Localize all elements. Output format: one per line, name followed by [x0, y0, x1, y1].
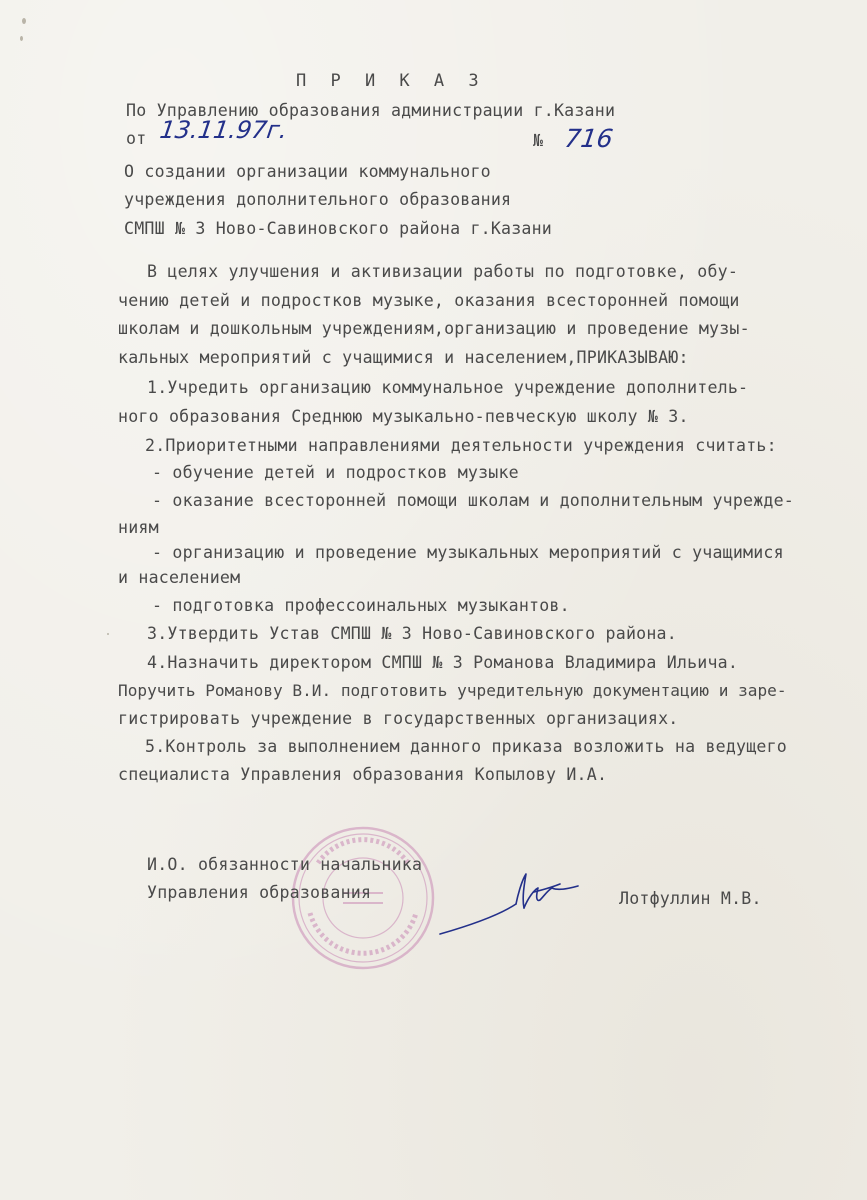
order-item-line: 2.Приоритетными направлениями деятельности учреждения считать: — [145, 436, 777, 455]
issuer-line: По Управлению образования администрации г.Казани — [126, 101, 616, 120]
order-item-line: 4.Назначить директором СМПШ № 3 Романова Владимира Ильича. — [147, 653, 739, 672]
document-title: П Р И К А З — [296, 71, 486, 91]
subject-line: О создании организации коммунального — [124, 162, 491, 181]
order-item-line: специалиста Управления образования Копылову И.А. — [118, 765, 608, 784]
preamble-line: школам и дошкольным учреждениям,организацию и проведение музы- — [118, 319, 750, 338]
signatory-position: Управления образования — [147, 883, 372, 902]
order-item-line: ного образования Среднюю музыкально-певческую школу № 3. — [118, 407, 689, 426]
order-item-line: 1.Учредить организацию коммунальное учреждение дополнитель- — [147, 378, 749, 397]
order-item-line: - обучение детей и подростков музыке — [152, 463, 519, 482]
preamble-line: кальных мероприятий с учащимися и населением,ПРИКАЗЫВАЮ: — [118, 348, 689, 367]
number-prefix: № — [533, 131, 544, 150]
handwritten-signature — [438, 868, 588, 940]
order-item-line: 3.Утвердить Устав СМПШ № 3 Ново-Савиновского района. — [147, 624, 677, 643]
order-item-line: - организацию и проведение музыкальных мероприятий с учащимися — [152, 543, 784, 562]
date-prefix: от — [126, 129, 147, 148]
order-item-line: - оказание всесторонней помощи школам и дополнительным учрежде- — [152, 491, 794, 510]
order-item-line: - подготовка профессоинальных музыкантов. — [152, 596, 570, 615]
signatory-position: И.О. обязанности начальника — [147, 855, 423, 874]
signatory-name: Лотфуллин М.В. — [619, 889, 762, 908]
preamble-line: чению детей и подростков музыке, оказания всесторонней помощи — [118, 291, 740, 310]
order-item-line: Поручить Романову В.И. подготовить учредительную документацию и заре- — [118, 681, 787, 700]
order-item-line: 5.Контроль за выполнением данного приказа возложить на ведущего — [145, 737, 787, 756]
subject-line: СМПШ № 3 Ново-Савиновского района г.Казани — [124, 219, 552, 238]
paper-speck — [20, 36, 23, 41]
order-item-line: ниям — [118, 518, 159, 537]
subject-line: учреждения дополнительного образования — [124, 190, 512, 209]
order-item-line: и населением — [118, 568, 241, 587]
order-item-line: гистрировать учреждение в государственных организациях. — [118, 709, 679, 728]
date-handwritten: 13.11.97г. — [158, 116, 290, 144]
paper-speck — [107, 633, 109, 635]
preamble-line: В целях улучшения и активизации работы по подготовке, обу- — [147, 262, 739, 281]
number-handwritten: 716 — [562, 124, 615, 153]
paper-speck — [22, 18, 26, 24]
